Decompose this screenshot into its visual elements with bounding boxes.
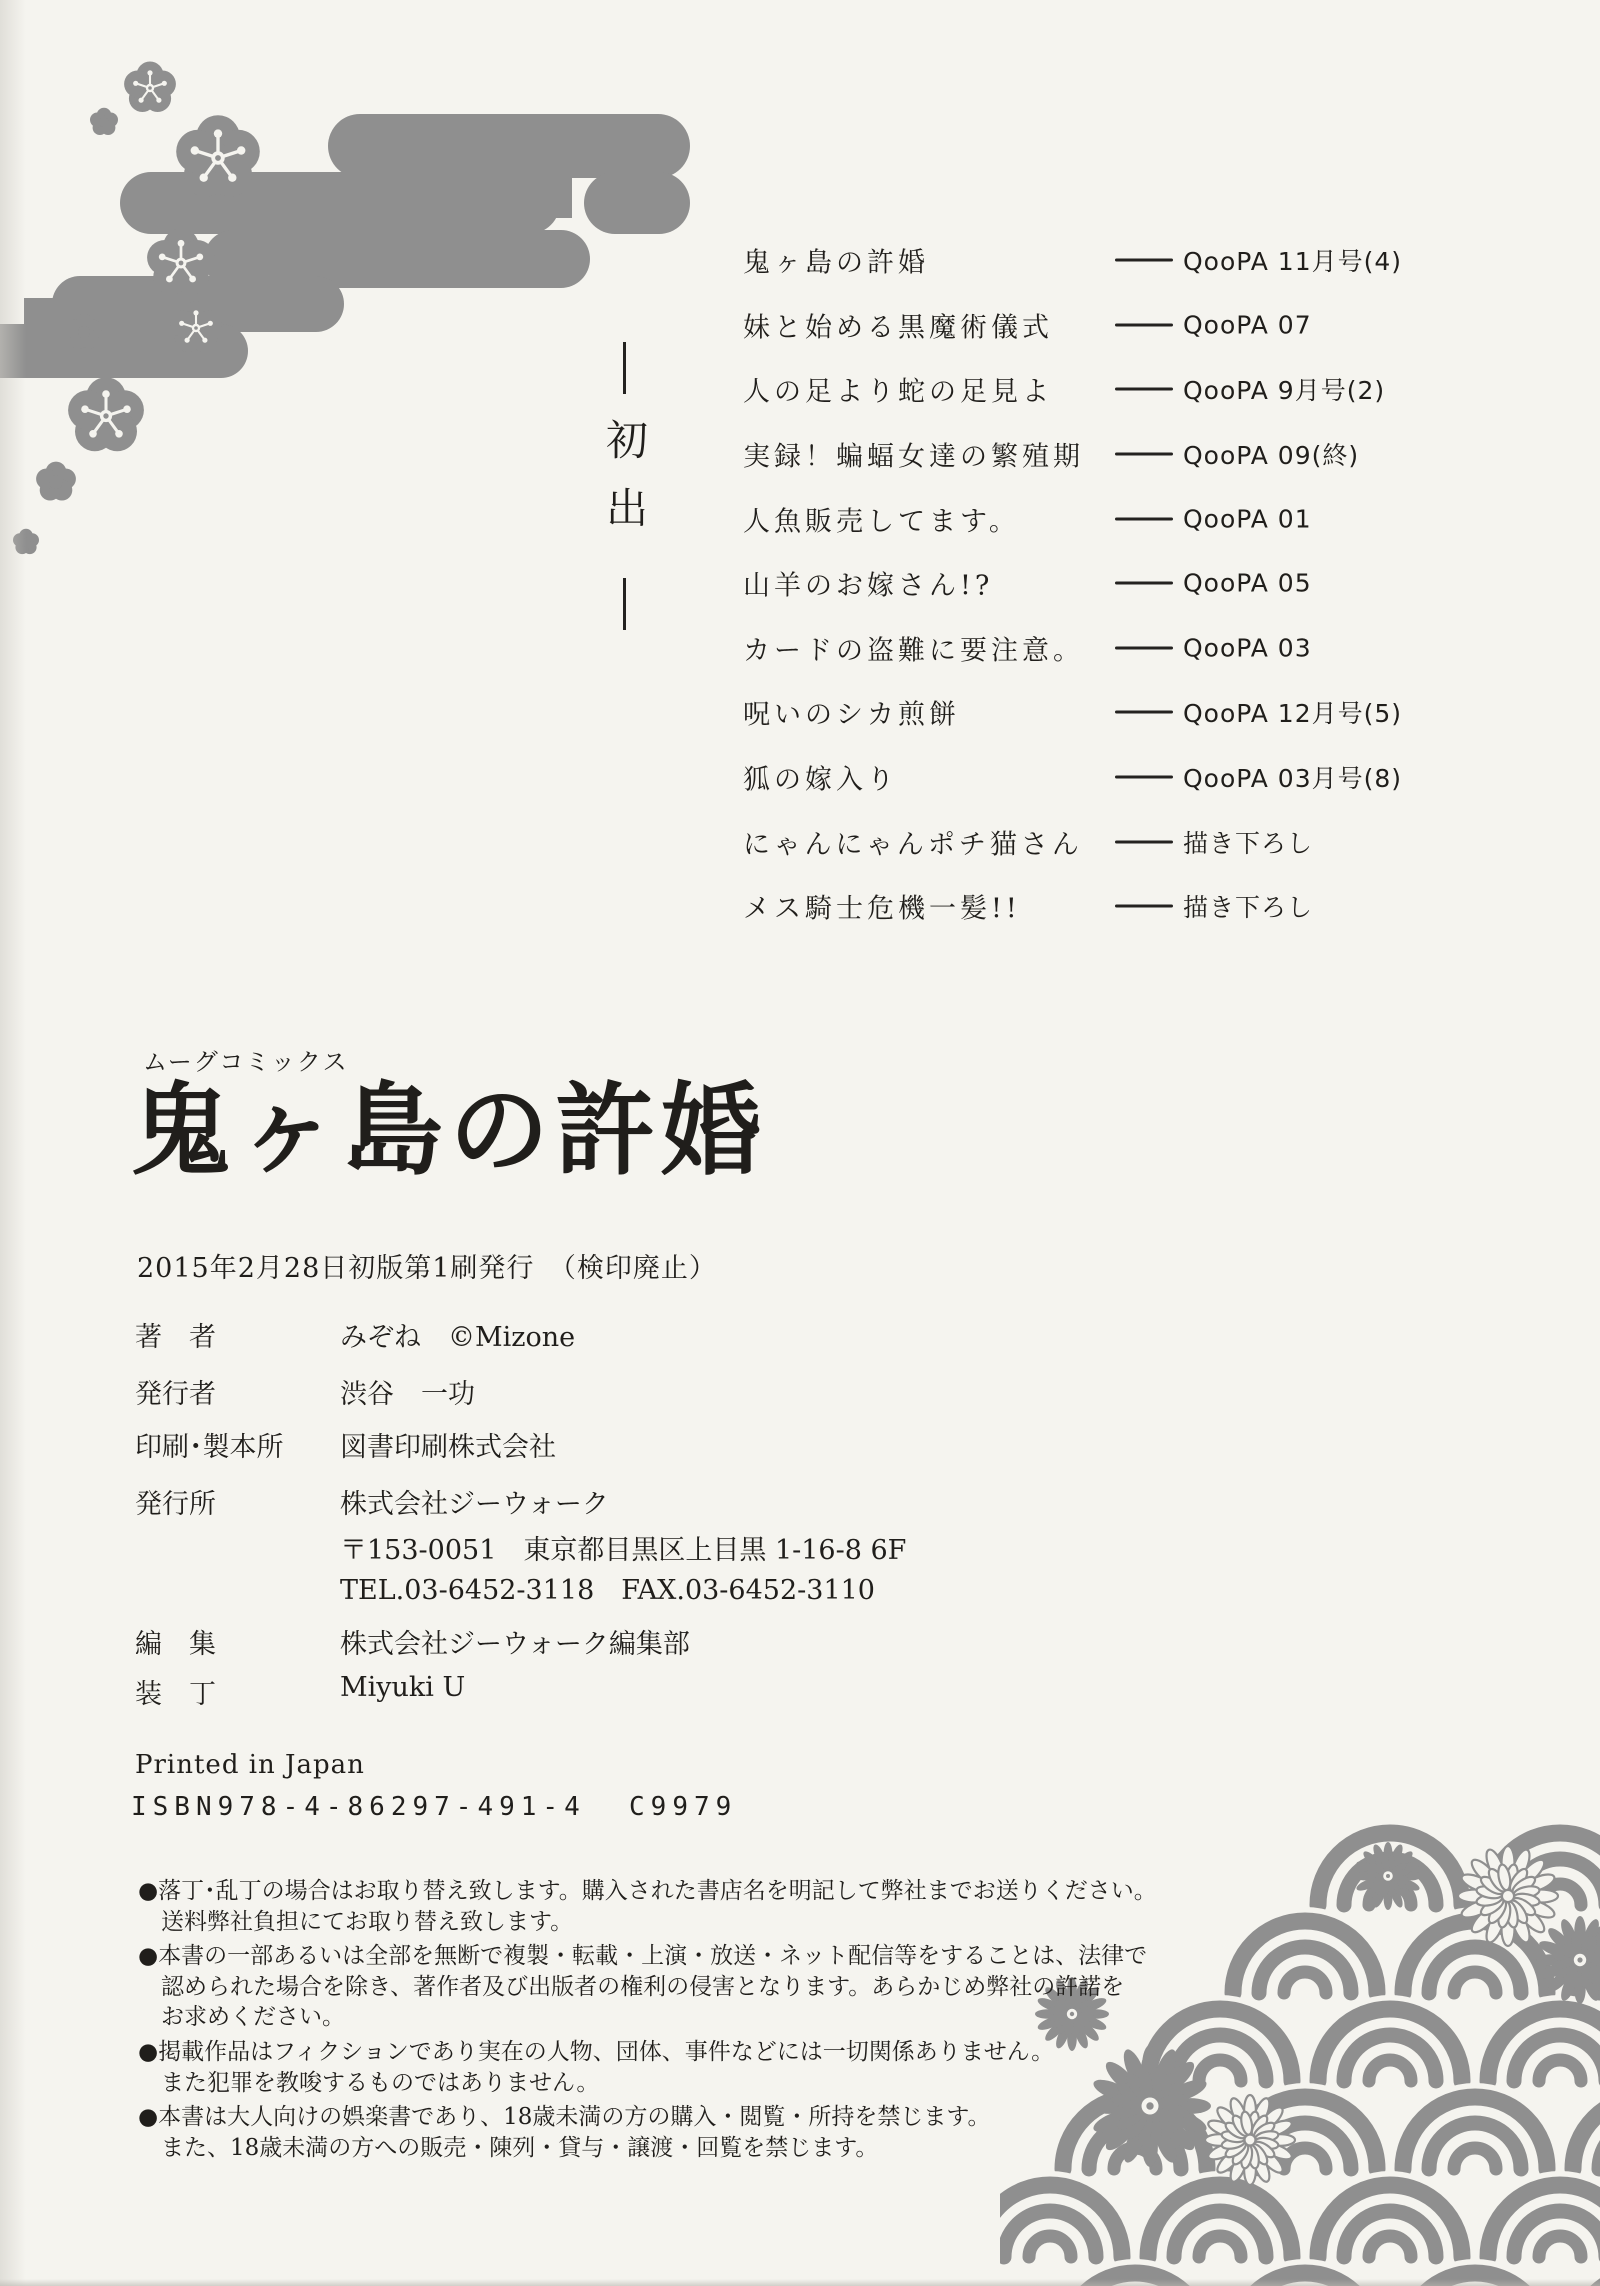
dash-connector bbox=[1115, 905, 1173, 908]
credit-label: 発行所 bbox=[135, 1489, 216, 1520]
edition-line: 2015年2月28日初版第1刷発行 （検印廃止） bbox=[137, 1253, 717, 1284]
work-title: にゃんにゃんポチ猫さん bbox=[743, 829, 1083, 861]
publication-source: QooPA 12月号(5) bbox=[1183, 699, 1403, 729]
work-title: 実録！蝙蝠女達の繁殖期 bbox=[743, 441, 1084, 473]
credit-value: 株式会社ジーウォーク bbox=[340, 1489, 609, 1520]
publication-source: QooPA 07 bbox=[1183, 310, 1312, 340]
publication-row bbox=[743, 293, 1523, 358]
publication-source: QooPA 03月号(8) bbox=[1183, 764, 1403, 794]
dash-connector bbox=[1115, 453, 1173, 456]
dash-connector bbox=[1115, 776, 1173, 779]
work-title: 鬼ヶ島の許婚 bbox=[743, 247, 929, 279]
isbn-line: ISBN978-4-86297-491-4 C9979 bbox=[131, 1792, 738, 1822]
credit-label: 発行者 bbox=[135, 1379, 216, 1410]
publication-row bbox=[743, 551, 1523, 616]
dash-connector bbox=[1115, 840, 1173, 843]
dash-connector bbox=[1115, 323, 1173, 326]
notice-line: ●本書は大人向けの娯楽書であり、18歳未満の方の購入・閲覧・所持を禁じます。 bbox=[138, 2104, 991, 2131]
first-publication-heading-text: 初出 bbox=[600, 418, 649, 555]
publication-source: QooPA 9月号(2) bbox=[1183, 376, 1386, 406]
work-title: 狐の嫁入り bbox=[743, 764, 898, 796]
cloud-plum-blossom-motif bbox=[0, 26, 700, 606]
credit-value: みぞね ©Mizone bbox=[340, 1322, 576, 1353]
notice-copyright bbox=[138, 1941, 1148, 2033]
dash-connector bbox=[1115, 259, 1173, 262]
book-title: 鬼ヶ島の許婚 bbox=[131, 1071, 767, 1189]
work-title: 山羊のお嫁さん!? bbox=[743, 570, 994, 602]
notice-line: 認められた場合を除き、著作者及び出版者の権利の侵害となります。あらかじめ弊社の許諾を bbox=[161, 1973, 1125, 2000]
dash-connector bbox=[1115, 517, 1173, 520]
first-publication-list bbox=[743, 228, 1523, 939]
publication-row bbox=[743, 874, 1523, 939]
credit-value: 株式会社ジーウォーク編集部 bbox=[340, 1629, 690, 1660]
credit-label: 著 者 bbox=[135, 1322, 216, 1353]
printed-in-japan: Printed in Japan bbox=[135, 1750, 365, 1780]
work-title: 人の足より蛇の足見よ bbox=[743, 376, 1053, 408]
credit-label: 装 丁 bbox=[135, 1679, 216, 1710]
notice-line: 送料弊社負担にてお取り替え致します。 bbox=[161, 1908, 574, 1935]
notice-line: ●掲載作品はフィクションであり実在の人物、団体、事件などには一切関係ありません。 bbox=[138, 2038, 1055, 2065]
legal-notices bbox=[138, 1876, 1157, 2167]
publisher-phone: TEL.03-6452-3118 FAX.03-6452-3110 bbox=[340, 1575, 875, 1606]
dash-connector bbox=[1115, 388, 1173, 391]
notice-fiction bbox=[138, 2037, 1118, 2098]
work-title: 人魚販売してます。 bbox=[743, 506, 1020, 538]
publication-row bbox=[743, 616, 1523, 681]
publication-source: QooPA 01 bbox=[1183, 504, 1312, 534]
publication-source: QooPA 09(終) bbox=[1183, 441, 1360, 471]
dash-connector bbox=[1115, 582, 1173, 585]
publication-source: 描き下ろし bbox=[1183, 893, 1314, 923]
publication-row bbox=[743, 228, 1523, 293]
dash-connector bbox=[1115, 646, 1173, 649]
credit-value: 渋谷 一功 bbox=[340, 1379, 475, 1410]
scan-edge-shadow-bottom bbox=[0, 2279, 1600, 2286]
first-publication-heading bbox=[600, 342, 648, 630]
work-title: 妹と始める黒魔術儀式 bbox=[743, 312, 1053, 344]
work-title: カードの盗難に要注意。 bbox=[743, 635, 1084, 667]
notice-returns bbox=[138, 1876, 1157, 1937]
credit-label: 編 集 bbox=[135, 1629, 216, 1660]
notice-line: ●落丁･乱丁の場合はお取り替え致します。購入された書店名を明記して弊社までお送りください。 bbox=[138, 1878, 1157, 1904]
dash-connector bbox=[1115, 711, 1173, 714]
publication-source: QooPA 05 bbox=[1183, 568, 1312, 598]
imprint-label: ムーグコミックス bbox=[143, 1048, 349, 1076]
publication-row bbox=[743, 357, 1523, 422]
publication-row bbox=[743, 745, 1523, 810]
publisher-address: 〒153-0051 東京都目黒区上目黒 1-16-8 6F bbox=[340, 1535, 907, 1566]
notice-line: また犯罪を教唆するものではありません。 bbox=[161, 2069, 600, 2096]
publication-row bbox=[743, 486, 1523, 551]
publication-row bbox=[743, 422, 1523, 487]
notice-line: また、18歳未満の方への販売・陳列・貸与・譲渡・回覧を禁じます。 bbox=[161, 2134, 879, 2161]
publication-row bbox=[743, 680, 1523, 745]
vertical-rule bbox=[623, 578, 626, 630]
notice-line: ●本書の一部あるいは全部を無断で複製・転載・上演・放送・ネット配信等をすることは、法律で bbox=[138, 1943, 1148, 1970]
publication-source: 描き下ろし bbox=[1183, 828, 1314, 858]
credit-value: Miyuki U bbox=[340, 1672, 466, 1703]
publication-row bbox=[743, 809, 1523, 874]
scan-edge-shadow-left bbox=[0, 0, 26, 2286]
publication-source: QooPA 03 bbox=[1183, 633, 1312, 663]
notice-line: お求めください。 bbox=[161, 2004, 345, 2031]
credit-value: 図書印刷株式会社 bbox=[340, 1432, 556, 1463]
work-title: メス騎士危機一髪!! bbox=[743, 893, 1021, 925]
notice-adult bbox=[138, 2102, 1118, 2163]
credit-label: 印刷･製本所 bbox=[135, 1432, 284, 1463]
work-title: 呪いのシカ煎餅 bbox=[743, 699, 960, 731]
publication-source: QooPA 11月号(4) bbox=[1183, 247, 1403, 277]
vertical-rule bbox=[623, 342, 626, 394]
